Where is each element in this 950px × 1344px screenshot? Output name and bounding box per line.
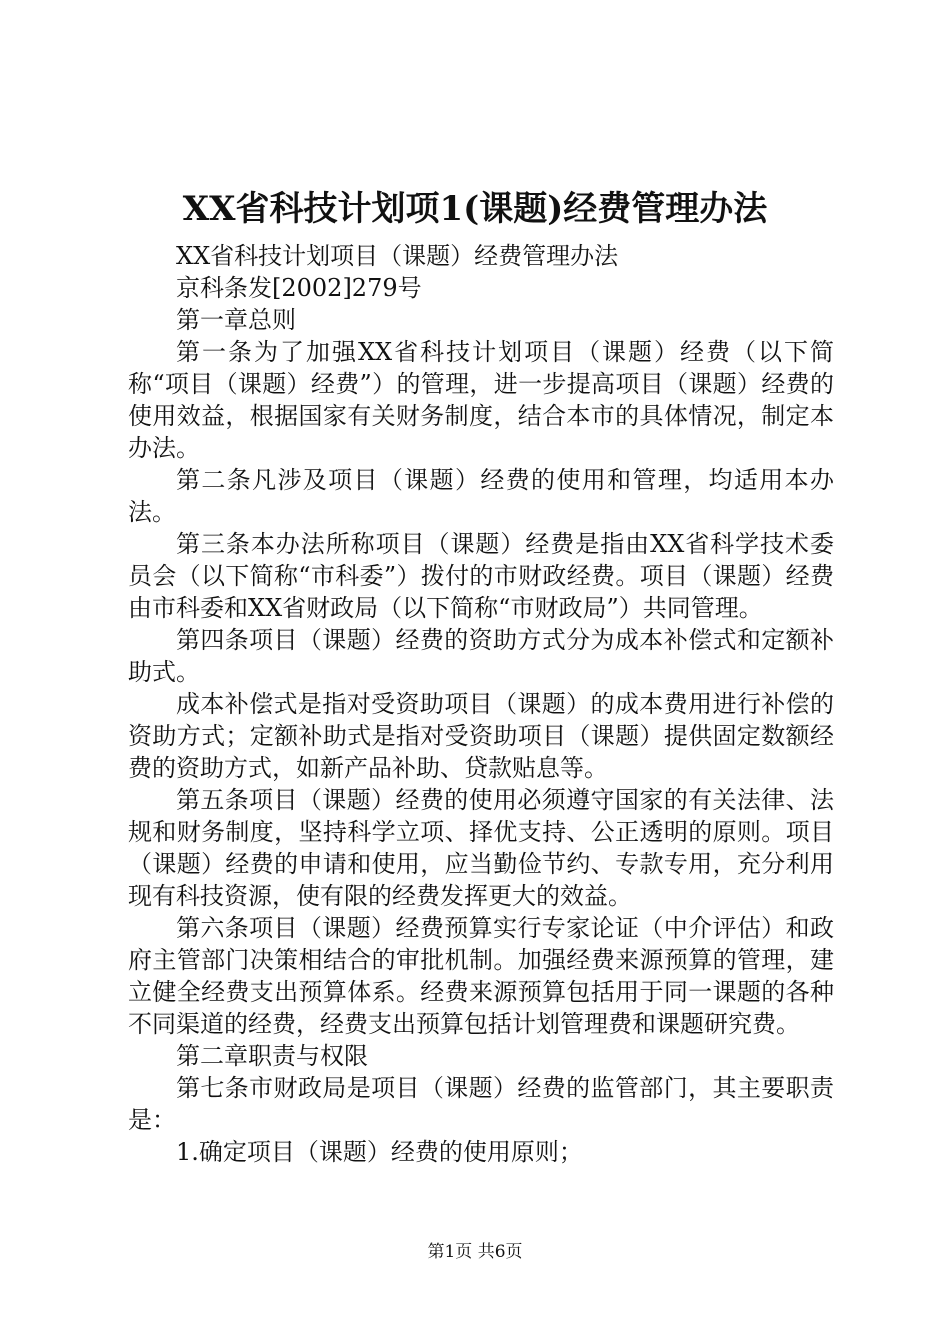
article-1: 第一条为了加强XX省科技计划项目（课题）经费（以下简称“项目（课题）经费”）的管理，进一步提高项目（课题）经费的使用效益，根据国家有关财务制度，结合本市的具体情况，制定本办法。: [128, 338, 834, 462]
page-footer: 第1页 共6页: [427, 1242, 523, 1262]
article-5: 第五条项目（课题）经费的使用必须遵守国家的有关法律、法规和财务制度，坚持科学立项、择优支持、公正透明的原则。项目（课题）经费的申请和使用，应当勤俭节约、专款专用，充分利用现有科技资源，使有限的经费发挥更大的效益。: [128, 786, 834, 910]
chapter-heading-2: 第二章职责与权限: [176, 1042, 368, 1070]
document-body: [128, 240, 834, 1168]
article-6: 第六条项目（课题）经费预算实行专家论证（中介评估）和政府主管部门决策相结合的审批机制。加强经费来源预算的管理，建立健全经费支出预算体系。经费来源预算包括用于同一课题的各种不同渠道的经费，经费支出预算包括计划管理费和课题研究费。: [128, 914, 834, 1038]
article-7-item-1: 1.确定项目（课题）经费的使用原则；: [176, 1138, 583, 1166]
article-3: 第三条本办法所称项目（课题）经费是指由XX省科学技术委员会（以下简称“市科委”）拨付的市财政经费。项目（课题）经费由市科委和XX省财政局（以下简称“市财政局”）共同管理。: [128, 530, 834, 622]
paragraph-doc-number: 京科条发[2002]279号: [176, 274, 422, 302]
chapter-heading-1: 第一章总则: [176, 306, 296, 334]
document-title: XX省科技计划项1(课题)经费管理办法: [182, 189, 768, 229]
article-7: 第七条市财政局是项目（课题）经费的监管部门，其主要职责是：: [128, 1074, 834, 1134]
article-4: 第四条项目（课题）经费的资助方式分为成本补偿式和定额补助式。: [128, 626, 834, 686]
article-4-detail: 成本补偿式是指对受资助项目（课题）的成本费用进行补偿的资助方式；定额补助式是指对受资助项目（课题）提供固定数额经费的资助方式，如新产品补助、贷款贴息等。: [128, 690, 834, 782]
paragraph-subtitle: XX省科技计划项目（课题）经费管理办法: [176, 242, 619, 270]
article-2: 第二条凡涉及项目（课题）经费的使用和管理，均适用本办法。: [128, 466, 834, 526]
